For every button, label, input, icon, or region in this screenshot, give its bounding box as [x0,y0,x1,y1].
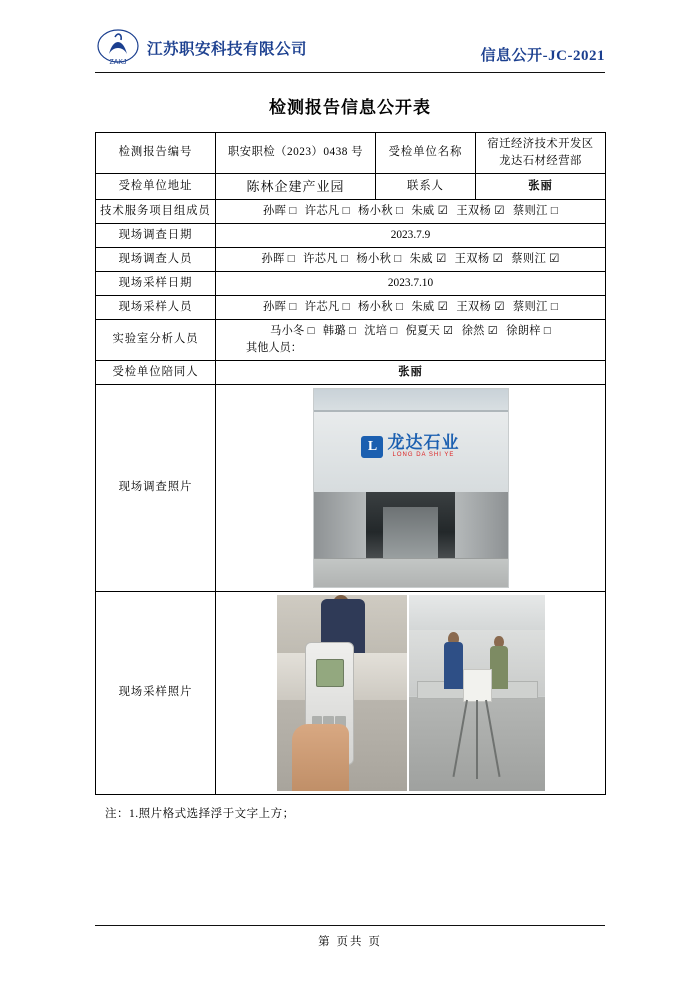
staff-checkbox-item[interactable]: 杨小秋 □ [358,301,404,314]
staff-checkbox-item[interactable]: 朱威 ☑ [411,205,449,218]
survey-staff-label: 现场调查人员 [96,248,216,272]
lab-staff-other: 其他人员： [246,341,302,354]
client-address-value: 陈林企建产业园 [216,173,376,200]
staff-checkbox-item[interactable]: 沈培 □ [364,325,398,338]
factory-sign-en: LONG DA SHI YE [392,451,455,458]
staff-checkbox-item[interactable]: 许芯凡 □ [303,253,349,266]
sampling-photos [277,595,545,791]
factory-logo-icon: L [361,436,383,458]
factory-facade-photo [313,388,509,588]
staff-checkbox-item[interactable]: 孙晖 □ [263,301,297,314]
staff-checkbox-item[interactable]: 王双杨 ☑ [456,205,505,218]
table-row [96,248,606,272]
page-title: 检测报告信息公开表 [269,98,431,117]
staff-checkbox-item[interactable]: 徐然 ☑ [461,325,499,338]
sampling-staff-label: 现场采样人员 [96,296,216,320]
staff-checkbox-item[interactable]: 倪夏天 ☑ [405,325,454,338]
factory-sign-cn: 龙达石业 [387,432,460,452]
page-footer: 第 页共 页 [95,925,605,949]
sampling-staff [216,296,606,320]
table-row [96,133,606,174]
sampling-photo-label: 现场采样照片 [96,591,216,794]
survey-staff [216,248,606,272]
client-address-label: 受检单位地址 [96,173,216,200]
team-members [216,200,606,224]
company-brand [95,28,307,68]
sampling-date-value: 2023.7.10 [216,272,606,296]
lab-staff-cell [216,320,606,361]
staff-checkbox-item[interactable]: 蔡则江 □ [512,301,558,314]
lab-staff-label: 实验室分析人员 [96,320,216,361]
company-logo-icon [95,28,141,68]
lab-staff [220,323,601,340]
svg-text:ZAKJ: ZAKJ [109,59,127,66]
survey-photo-cell [216,384,606,591]
sampling-date-label: 现场采样日期 [96,272,216,296]
table-row [96,360,606,384]
table-row [96,224,606,248]
client-name-value [476,133,606,174]
table-note: 注：1.照片格式选择浮于文字上方； [105,807,295,820]
team-label: 技术服务项目组成员 [96,200,216,224]
contact-value: 张丽 [476,173,606,200]
staff-checkbox-item[interactable]: 王双杨 ☑ [456,301,505,314]
document-body [95,28,605,821]
survey-date-value: 2023.7.9 [216,224,606,248]
staff-checkbox-item[interactable]: 杨小秋 □ [358,205,404,218]
sound-level-meter-photo [277,595,407,791]
staff-checkbox-item[interactable]: 蔡则江 □ [512,205,558,218]
client-name-line2: 龙达石材经营部 [499,154,582,167]
sampling-photo-cell [216,591,606,794]
workshop-sampling-photo [409,595,545,791]
staff-checkbox-item[interactable]: 马小冬 □ [270,325,315,338]
document-code: 信息公开-JC-2021 [480,48,605,64]
table-row [96,591,606,794]
client-name-label: 受检单位名称 [376,133,476,174]
report-info-table [95,132,606,795]
table-row [96,200,606,224]
staff-checkbox-item[interactable]: 孙晖 □ [263,205,297,218]
staff-checkbox-item[interactable]: 杨小秋 □ [356,253,402,266]
table-row [96,272,606,296]
factory-signboard [345,432,477,462]
accompany-label: 受检单位陪同人 [96,360,216,384]
contact-label: 联系人 [376,173,476,200]
staff-checkbox-item[interactable]: 朱威 ☑ [409,253,447,266]
table-row [96,173,606,200]
survey-photo-label: 现场调查照片 [96,384,216,591]
document-header [95,28,605,73]
report-no-value: 职安职检（2023）0438 号 [216,133,376,174]
staff-checkbox-item[interactable]: 王双杨 ☑ [454,253,504,266]
staff-checkbox-item[interactable]: 蔡则江 ☑ [511,253,560,266]
survey-date-label: 现场调查日期 [96,224,216,248]
staff-checkbox-item[interactable]: 许芯凡 □ [304,301,350,314]
staff-checkbox-item[interactable]: 许芯凡 □ [304,205,350,218]
table-row [96,320,606,361]
report-no-label: 检测报告编号 [96,133,216,174]
table-row [96,384,606,591]
staff-checkbox-item[interactable]: 徐朗梓 □ [506,325,551,338]
company-name: 江苏职安科技有限公司 [147,41,308,58]
table-row [96,296,606,320]
client-name-line1: 宿迁经济技术开发区 [487,138,594,150]
staff-checkbox-item[interactable]: 朱威 ☑ [411,301,449,314]
accompany-value: 张丽 [216,360,606,384]
staff-checkbox-item[interactable]: 韩璐 □ [322,325,357,338]
staff-checkbox-item[interactable]: 孙晖 □ [261,253,295,266]
